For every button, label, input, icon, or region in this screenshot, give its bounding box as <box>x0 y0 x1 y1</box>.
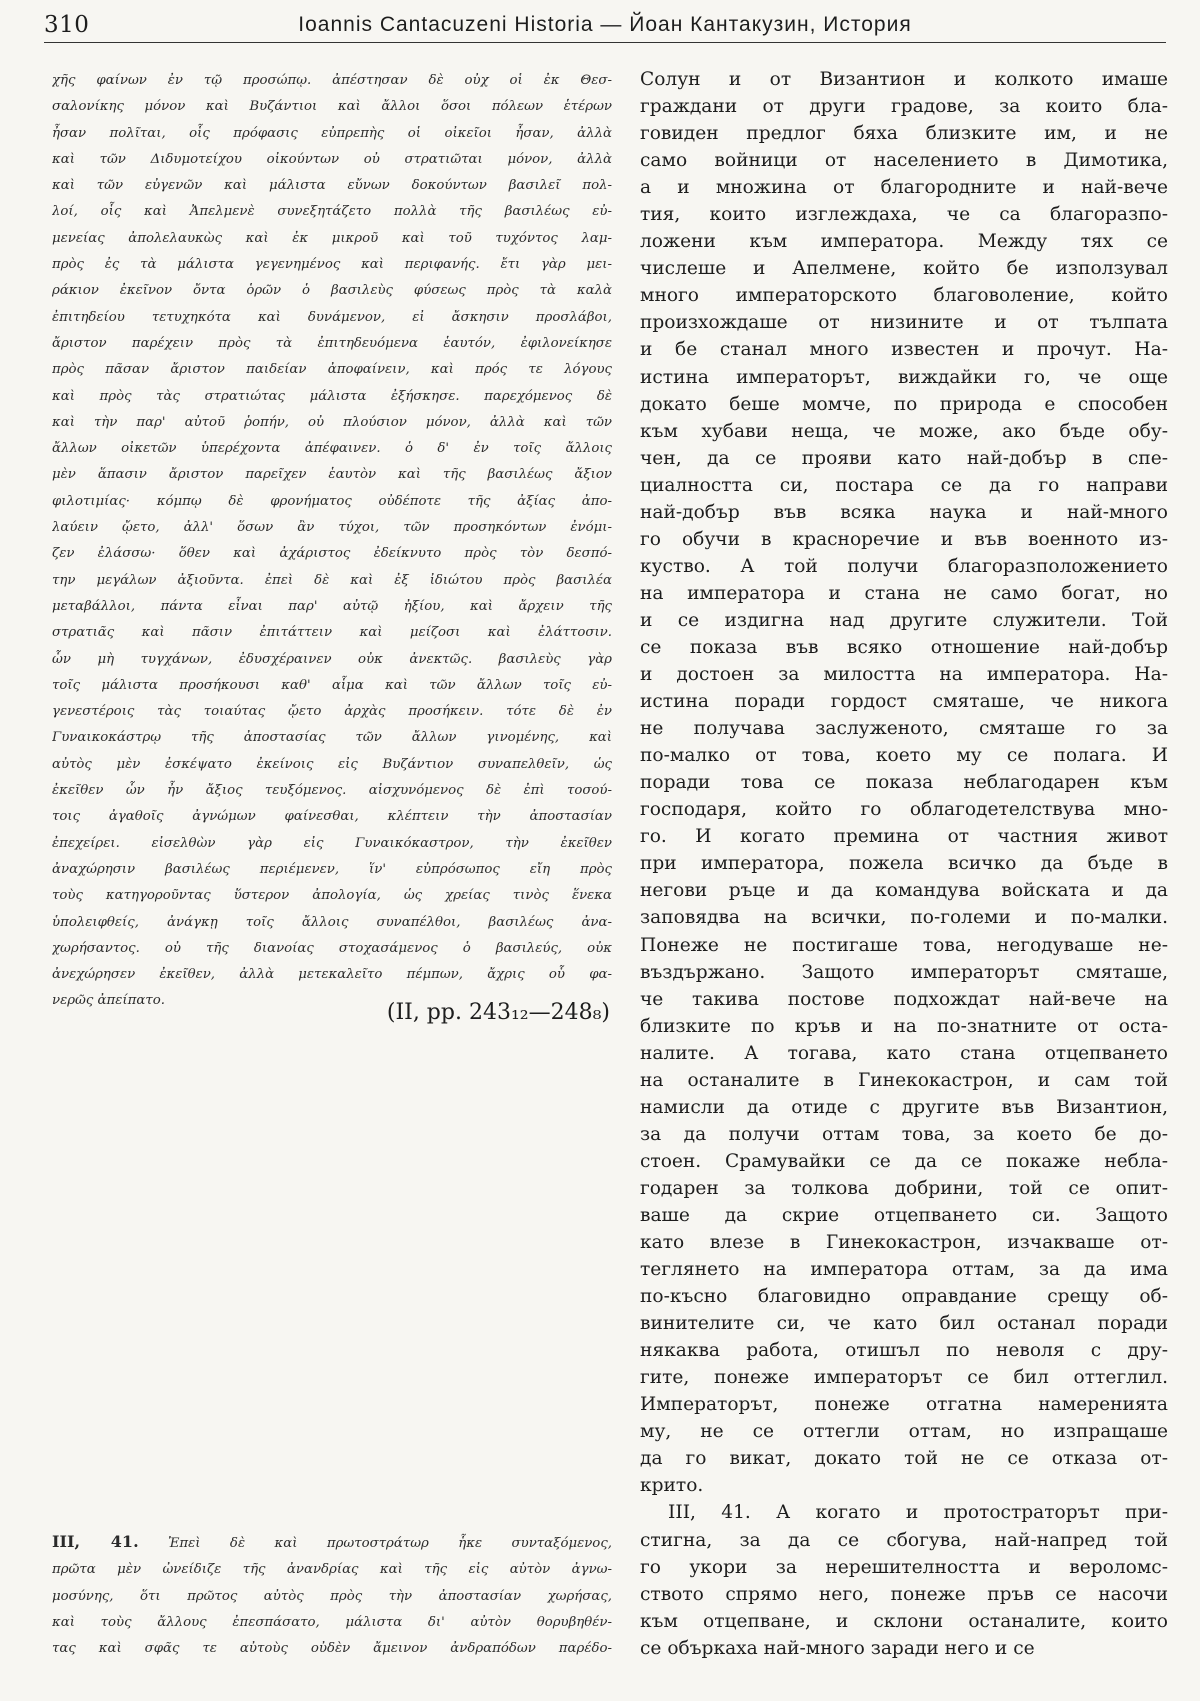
greek-text-line: αὐτὸς μὲν ἐσκέψατο ἐκείνοις εἰς Βυζάντιον συναπελθεῖν, ὡς <box>52 756 612 772</box>
greek-text-line: τοῖς μάλιστα προσήκουσι καθ' αἷμα καὶ τῶν ἄλλων τοῖς εὐ- <box>52 677 612 693</box>
bulgarian-text-line: ложени към императора. Между тях се <box>640 231 1168 253</box>
greek-text-line: μοσύνης, ὅτι πρῶτος αὐτὸς πρὸς τὴν ἀποστασίαν χωρήσας, <box>52 1588 612 1604</box>
bulgarian-text-line: заповядва на всички, по-големи и по-малки. <box>640 907 1168 929</box>
greek-text-line: ράκιον ἐκεῖνον ὄντα ὁρῶν ὁ βασιλεὺς φύσεως πρὸς τὰ καλὰ <box>52 283 612 299</box>
page-header <box>44 8 1166 43</box>
bulgarian-text-line: гите, понеже императорът се бил оттеглил. <box>640 1367 1168 1389</box>
citation: (II, pp. 243₁₂—248₈) <box>386 1000 610 1025</box>
bulgarian-text-line: че такива постове подхождат най-вече на <box>640 988 1168 1010</box>
bulgarian-text-line: по-късно благовидно оправдание срещу об- <box>640 1286 1168 1308</box>
bulgarian-text-line: чен, да се прояви като най-добър в спе- <box>640 447 1168 469</box>
bulgarian-text-line: истина императорът, виждайки го, че още <box>640 366 1168 388</box>
bulgarian-text-line: стоен. Срамувайки се да се покаже небла- <box>640 1150 1168 1172</box>
bulgarian-text-line: и бе станал много известен и прочут. На- <box>640 339 1168 361</box>
bulgarian-text-line: налите. А тогава, като стана отцепването <box>640 1042 1168 1064</box>
greek-text-line: πρὸς ἐς τὰ μάλιστα γεγενημένος καὶ περιφανής. ἔτι γὰρ μει- <box>52 257 612 273</box>
greek-text-line: μὲν ἅπασιν ἄριστον παρεῖχεν ἑαυτὸν καὶ τῆς βασιλέως ἄξιον <box>52 467 612 483</box>
greek-text-line: χῆς φαίνων ἐν τῷ προσώπῳ. ἀπέστησαν δὲ οὐχ οἱ ἐκ Θεσ- <box>52 73 612 88</box>
bulgarian-text-line: поради това се показа неблагодарен към <box>640 772 1168 794</box>
greek-text-line: ἄλλων οἰκετῶν ὑπερέχοντα ἀπέφαινεν. ὁ δ' ἐν τοῖς ἄλλοις <box>52 441 612 457</box>
greek-text-line: ἀναχώρησιν βασιλέως περιέμενεν, ἵν' εὐπρόσωπος εἴη πρὸς <box>52 861 612 877</box>
bulgarian-text-line: на императора и стана не само богат, но <box>640 582 1168 604</box>
greek-text-line: πρὸς πᾶσαν ἄριστον παιδείαν ἀποφαίνειν, καὶ πρός τε λόγους <box>52 362 612 378</box>
bulgarian-text-line: при императора, пожела всичко да бъде в <box>640 853 1168 875</box>
greek-text-column <box>52 68 612 1015</box>
greek-text-line: χωρήσαντος. οὐ τῆς διανοίας στοχασάμενος ὁ βασιλεύς, οὐκ <box>52 940 612 956</box>
bulgarian-text-line: Императорът, понеже отгатна намеренията <box>640 1394 1168 1416</box>
greek-text-line: στρατιᾶς καὶ πᾶσιν ἐπιτάττειν καὶ μείζοσι καὶ ἐλάττοσιν. <box>52 625 612 641</box>
bulgarian-text-line: някаква работа, отишъл по неволя с дру- <box>640 1340 1168 1362</box>
greek-text-line: Γυναικοκάστρῳ τῆς ἀποστασίας τῶν ἄλλων γινομένης, καὶ <box>52 730 612 746</box>
section-marker: III, 41. <box>52 1532 139 1551</box>
greek-text-line: ζεν ἐλάσσω· ὅθεν καὶ ἀχάριστος ἐδείκνυτο πρὸς τὸν δεσπό- <box>52 546 612 562</box>
bulgarian-text-line: Понеже не постигаше това, негодуваше не- <box>640 934 1168 956</box>
bulgarian-text-line: граждани от други градове, за които бла- <box>640 96 1168 118</box>
greek-text-line: ἄριστον παρέχειν πρὸς τὰ ἐπιτηδευόμενα ἑαυτόν, ἐφιλονείκησε <box>52 335 612 351</box>
bulgarian-text-line: го укори за нерешителността и вероломс- <box>640 1556 1168 1578</box>
greek-text-line: φιλοτιμίας· κόμπῳ δὲ φρονήματος οὐδέποτε τῆς ἀξίας ἀπο- <box>52 493 612 509</box>
greek-text-line: μεταβάλλοι, πάντα εἶναι παρ' αὐτῷ ἠξίου, καὶ ἄρχειν τῆς <box>52 598 612 614</box>
greek-text-line: ἐπιτηδείου τετυχηκότα καὶ δυνάμενον, εἰ ἄσκησιν προσλάβοι, <box>52 309 612 325</box>
greek-text-line: ἐκεῖθεν ὧν ἦν ἄξιος τευξόμενος. αἰσχυνόμενος δὲ ἐπὶ τοσού- <box>52 783 612 799</box>
bulgarian-text-line: истина поради гордост смяташе, че никога <box>640 691 1168 713</box>
greek-text-line: ἀνεχώρησεν ἐκεῖθεν, ἀλλὰ μετεκαλεῖτο πέμπων, ἄχρις οὗ φα- <box>52 967 612 983</box>
bulgarian-text-line: за да получи оттам това, за което бе до- <box>640 1123 1168 1145</box>
bulgarian-text-line: и достоен за милостта на императора. На- <box>640 664 1168 686</box>
bulgarian-text-line: ваше да скрие отцепването си. Защото <box>640 1204 1168 1226</box>
bulgarian-text-line: числеше и Апелмене, който бе използувал <box>640 258 1168 280</box>
greek-text-line: καὶ τῶν εὐγενῶν καὶ μάλιστα εὔνων δοκούντων βασιλεῖ πολ- <box>52 178 612 194</box>
greek-text-fragment: Ἐπεὶ δὲ καὶ πρωτοστράτωρ ἧκε συνταξόμενος, <box>138 1536 612 1551</box>
page-number: 310 <box>44 12 90 38</box>
bulgarian-text-line: циалността си, постара се да го направи <box>640 474 1168 496</box>
bulgarian-text-line: като влезе в Гинекокастрон, изчакваше от- <box>640 1232 1168 1254</box>
greek-text-line: καὶ τοὺς ἄλλους ἐπεσπάσατο, μάλιστα δι' αὐτὸν θορυβηθέν- <box>52 1614 612 1630</box>
bulgarian-text-line: не получава заслуженото, смяташе го за <box>640 718 1168 740</box>
greek-text-line: καὶ τὴν παρ' αὐτοῦ ῥοπήν, οὐ πλούσιον μόνον, ἀλλὰ καὶ τῶν <box>52 414 612 430</box>
greek-text-line: τοὺς κατηγοροῦντας ὕστερον ἀπολογία, ὡς χρείας τινὸς ἕνεκα <box>52 888 612 904</box>
greek-text-line <box>52 1529 612 1557</box>
bulgarian-text-line: господаря, който го облагодетелствува мно- <box>640 799 1168 821</box>
bulgarian-text-line: по-малко от това, което му се полага. И <box>640 745 1168 767</box>
greek-text-line: καὶ πρὸς τὰς στρατιώτας μάλιστα ἐξήσκησε. παρεχόμενος δὲ <box>52 388 612 404</box>
bulgarian-text-line: докато беше момче, по природа е способен <box>640 393 1168 415</box>
bulgarian-text-line: ството спрямо него, понеже пръв се насочи <box>640 1583 1168 1605</box>
greek-text-line: τοις ἀγαθοῖς ἀγνώμων φαίνεσθαι, κλέπτειν τὴν ἀποστασίαν <box>52 809 612 825</box>
bulgarian-text-line: тия, които изглеждаха, че са благоразпо- <box>640 204 1168 226</box>
bulgarian-text-line: и се издигна над другите служители. Той <box>640 609 1168 631</box>
bulgarian-text-line: го. И когато премина от частния живот <box>640 826 1168 848</box>
bulgarian-text-line: най-добър във всяка наука и най-много <box>640 501 1168 523</box>
greek-text-line: την μεγάλων ἀξιοῦντα. ἐπεὶ δὲ καὶ ἐξ ἰδιώτου πρὸς βασιλέα <box>52 572 612 588</box>
bulgarian-text-line: се показа във всяко отношение най-добър <box>640 636 1168 658</box>
bulgarian-text-line: много императорското благоволение, който <box>640 285 1168 307</box>
bulgarian-text-line: теглянето на императора оттам, за да има <box>640 1259 1168 1281</box>
greek-text-line: καὶ τῶν Διδυμοτείχου οἰκούντων οὐ στρατιῶται μόνον, ἀλλὰ <box>52 151 612 167</box>
bulgarian-text-line: да го викат, докато той не се отказа от- <box>640 1448 1168 1470</box>
greek-text-line: λοί, οἷς καὶ Ἀπελμενὲ συνεξητάζετο πολλὰ τῆς βασιλέως εὐ- <box>52 204 612 220</box>
bulgarian-text-line: към хубави неща, че може, ако бъде обу- <box>640 420 1168 442</box>
greek-text-line: νερῶς ἀπείπατο. <box>52 993 165 1009</box>
bulgarian-text-line: негови ръце и да командува войската и да <box>640 880 1168 902</box>
running-head: Ioannis Cantacuzeni Historia — Йоан Кантакузин, История <box>298 13 912 36</box>
bulgarian-text-line: на останалите в Гинекокастрон, и сам той <box>640 1069 1168 1091</box>
bulgarian-text-line: близките по кръв и на по-знатните от оста- <box>640 1015 1168 1037</box>
bulgarian-text-line: му, не се оттегли оттам, но изпращаше <box>640 1421 1168 1443</box>
greek-text-line: ὑπολειφθείς, ἀνάγκῃ τοῖς ἄλλοις συναπέλθοι, βασιλέως ἀνα- <box>52 914 612 930</box>
greek-text-line: ἐπεχείρει. εἰσελθὼν γὰρ εἰς Γυναικόκαστρον, τὴν ἐκεῖθεν <box>52 835 612 851</box>
bulgarian-text-line: винителите си, че като бил останал поради <box>640 1313 1168 1335</box>
greek-text-column-section-41 <box>52 1529 612 1662</box>
bulgarian-text-line: само войници от населението в Димотика, <box>640 150 1168 172</box>
greek-text-line: πρῶτα μὲν ὠνείδιζε τῆς ἀνανδρίας καὶ τῆς εἰς αὐτὸν ἀγνω- <box>52 1562 612 1578</box>
greek-text-line: λαύειν ᾤετο, ἀλλ' ὅσων ἂν τύχοι, τῶν προσηκόντων ἐνόμι- <box>52 520 612 536</box>
bulgarian-text-line: към отцепване, и склони останалите, които <box>640 1610 1168 1632</box>
bulgarian-text-line: въздържано. Защото императорът смяташе, <box>640 961 1168 983</box>
bulgarian-text-line: го обучи в красноречие и във военното из- <box>640 528 1168 550</box>
bulgarian-text-line: III, 41. А когато и протостраторът при- <box>668 1502 1168 1524</box>
bulgarian-text-line: Солун и от Византион и колкото имаше <box>640 69 1168 90</box>
bulgarian-text-line: крито. <box>640 1475 704 1497</box>
bulgarian-text-line: говиден предлог бяха близките им, и не <box>640 123 1168 145</box>
greek-text-line: σαλονίκης μόνον καὶ Βυζάντιοι καὶ ἄλλοι ὅσοι πόλεων ἑτέρων <box>52 99 612 115</box>
greek-text-line: ἦσαν πολῖται, οἷς πρόφασις εὐπρεπὴς οἱ οἰκεῖοι ἦσαν, ἀλλὰ <box>52 125 612 141</box>
greek-text-line: τας καὶ σφᾶς τε αὐτοὺς οὐδὲν ἄμεινον ἀνδραπόδων παρέδο- <box>52 1641 612 1657</box>
greek-text-line: μενείας ἀπολελαυκὼς καὶ ἐκ μικροῦ καὶ τοῦ τυχόντος λαμ- <box>52 230 612 246</box>
bulgarian-text-line: се объркаха най-много заради него и се <box>640 1637 1035 1659</box>
greek-text-line: ὧν μὴ τυγχάνων, ἐδυσχέραινεν οὐκ ἀνεκτῶς. βασιλεὺς γὰρ <box>52 651 612 667</box>
bulgarian-text-line: а и множина от благородните и най-вече <box>640 177 1168 199</box>
bulgarian-text-line: стигна, за да се сбогува, най-напред той <box>640 1529 1168 1551</box>
bulgarian-translation-column <box>640 66 1168 1662</box>
bulgarian-text-line: куство. А той получи благоразположението <box>640 555 1168 577</box>
greek-text-line: γενεστέροις τὰς τοιαύτας ᾤετο ἀρχὰς προσήκειν. τότε δὲ ἐν <box>52 704 612 720</box>
bulgarian-text-line: намисли да отиде с другите във Византион, <box>640 1096 1168 1118</box>
bulgarian-text-line: произхождаше от низините и от тълпата <box>640 312 1168 334</box>
bulgarian-text-line: годарен за толкова добрини, той се опит- <box>640 1177 1168 1199</box>
